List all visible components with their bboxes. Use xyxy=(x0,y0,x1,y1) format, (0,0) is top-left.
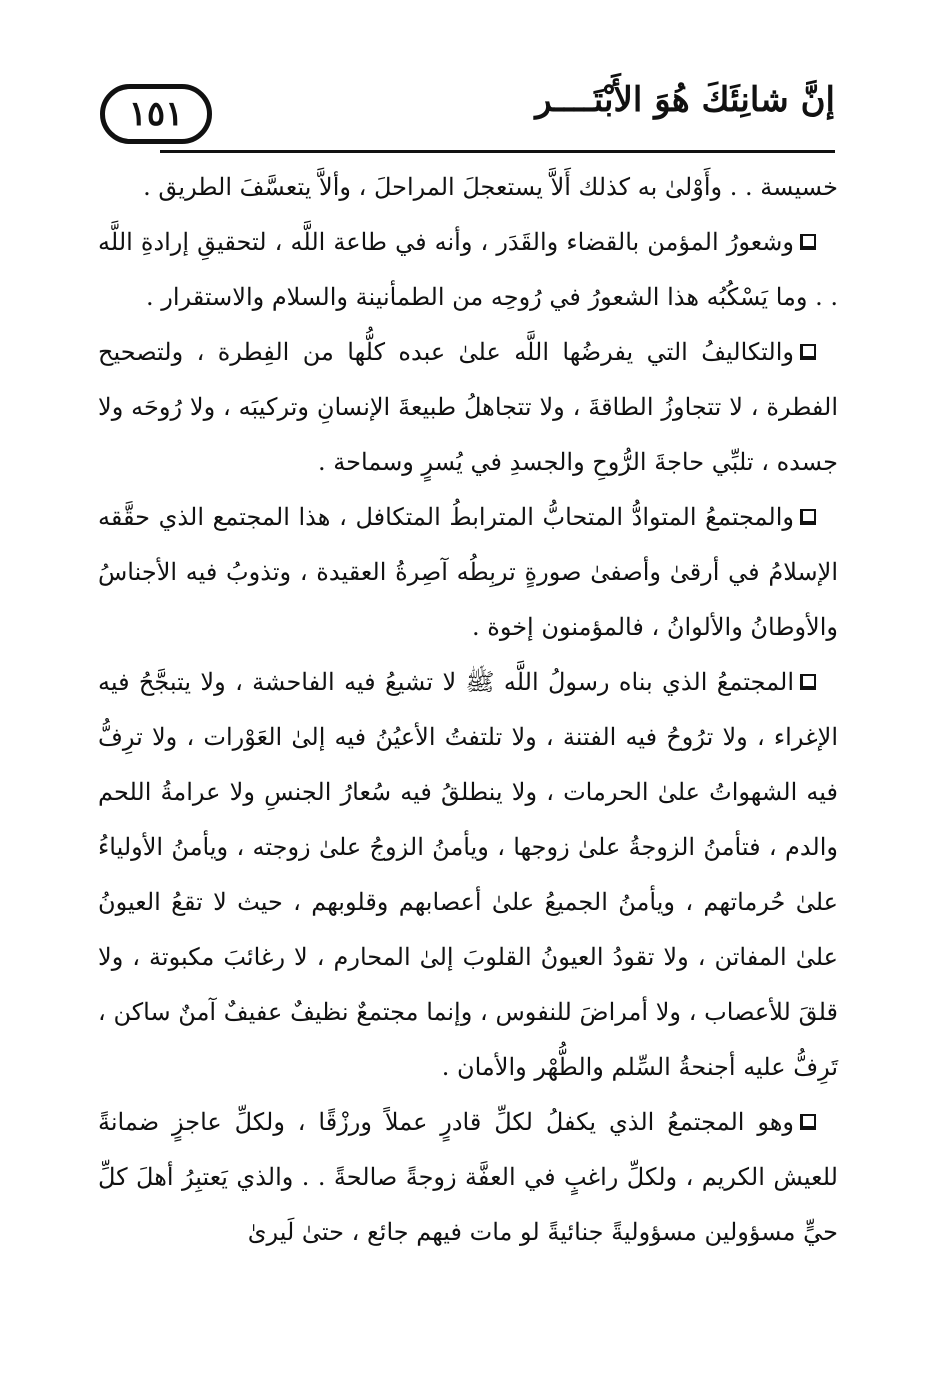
paragraph-text: والمجتمعُ المتوادُّ المتحابُّ المترابطُ المتكافل ، هذا المجتمع الذي حقَّقه الإسلامُ في أرقىٰ وأصفىٰ صورةٍ تربِطُه آصِرةُ العقيدة ، وتذوبُ فيه الأجناسُ والأوطانُ والألوانُ ، فالمؤمنون إخوة . xyxy=(98,503,838,641)
page-number: ١٥١ xyxy=(100,84,212,144)
paragraph xyxy=(98,215,838,325)
paragraph xyxy=(98,325,838,490)
paragraph xyxy=(98,655,838,1095)
paragraph-text: والتكاليفُ التي يفرضُها اللَّه علىٰ عبده كلُّها من الفِطرة ، ولتصحيح الفطرة ، لا تتجاوزُ الطاقةَ ، ولا تتجاهلُ طبيعةَ الإنسانِ وتركيبَه ، ولا رُوحَه ولا جسده ، تلبِّي حاجةَ الرُّوحِ والجسدِ في يُسرٍ وسماحة . xyxy=(98,338,838,476)
page-header xyxy=(100,78,835,160)
box-bullet-icon xyxy=(800,234,816,250)
box-bullet-icon xyxy=(800,674,816,690)
paragraph-text: المجتمعُ الذي بناه رسولُ اللَّه ﷺ لا تشيعُ فيه الفاحشة ، ولا يتبجَّحُ فيه الإغراء ، ولا ترُوحُ فيه الفتنة ، ولا تلتفتُ الأعيُنُ فيه إلىٰ العَوْرات ، ولا ترِفُّ فيه الشهواتُ علىٰ الحرمات ، ولا ينطلقُ فيه سُعارُ الجنسِ ولا عرامةُ اللحم والدم ، فتأمنُ الزوجةُ علىٰ زوجها ، ويأمنُ الزوجُ علىٰ زوجته ، ويأمنُ الأولياءُ علىٰ حُرماتهم ، ويأمنُ الجميعُ علىٰ أعصابهم وقلوبهم ، حيث لا تقعُ العيونُ علىٰ المفاتن ، ولا تقودُ العيونُ القلوبَ إلىٰ المحارم ، لا رغائبَ مكبوتة ، ولا قلقَ للأعصاب ، ولا أمراضَ للنفوس ، وإنما مجتمعٌ نظيفٌ عفيفٌ آمنٌ ساكن ، تَرِفُّ عليه أجنحةُ السِّلم والطُّهْر والأمان . xyxy=(98,668,838,1081)
box-bullet-icon xyxy=(800,1114,816,1130)
box-bullet-icon xyxy=(800,509,816,525)
paragraph-continuation xyxy=(98,160,838,215)
paragraph-text: خسيسة . . وأَوْلىٰ به كذلك أَلاَّ يستعجلَ المراحلَ ، وألاَّ يتعسَّفَ الطريق . xyxy=(143,173,838,201)
running-title: إنَّ شانِئَكَ هُوَ الأَبْتَــــر xyxy=(535,80,835,120)
paragraph-text: وهو المجتمعُ الذي يكفلُ لكلِّ قادرٍ عملاً ورزْقًا ، ولكلِّ عاجزٍ ضمانةً للعيش الكريم ، ولكلِّ راغبٍ في العفَّة زوجةً صالحةً . . والذي يَعتبِرُ أهلَ كلِّ حيٍّ مسؤولين مسؤوليةً جنائيةً لو مات فيهم جائع ، حتىٰ لَيرىٰ xyxy=(98,1108,838,1246)
body-text xyxy=(98,160,838,1260)
paragraph xyxy=(98,1095,838,1260)
box-bullet-icon xyxy=(800,344,816,360)
paragraph-text: وشعورُ المؤمن بالقضاء والقَدَر ، وأنه في طاعة اللَّه ، لتحقيقِ إرادةِ اللَّه . . وما يَسْكُبُه هذا الشعورُ في رُوحِه من الطمأنينة والسلام والاستقرار . xyxy=(98,228,838,311)
header-rule xyxy=(160,150,835,153)
paragraph xyxy=(98,490,838,655)
